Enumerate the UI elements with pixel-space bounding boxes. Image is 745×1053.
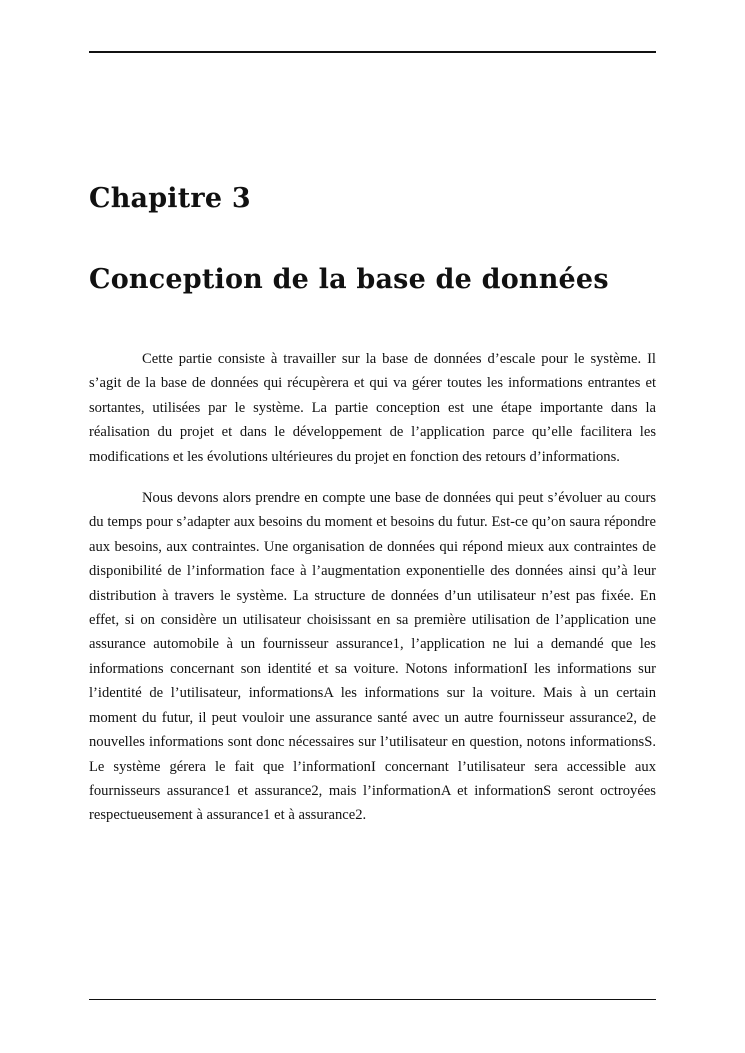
chapter-body <box>89 347 656 828</box>
header-rule <box>89 51 656 53</box>
footer-rule <box>89 999 656 1000</box>
paragraph-data-structure: Nous devons alors prendre en compte une base de données qui peut s’évoluer au cours du temps pour s’adapter aux besoins du moment et besoins du futur. Est-ce qu’on saura répondre aux besoins, aux contraintes. Une organisation de données qui répond mieux aux contraintes de disponibilité de l’information face à l’augmentation exponentielle des données ainsi qu’à leur distribution à travers le système. La structure de données d’un utilisateur n’est pas fixée. En effet, si on considère un utilisateur choisissant en sa première utilisation de l’application une assurance automobile à un fournisseur assurance1, l’application ne lui a demandé que les informations concernant son identité et sa voiture. Notons informationI les informations sur l’identité de l’utilisateur, informationsA les informations sur la voiture. Mais à un certain moment du futur, il peut vouloir une assurance santé avec un autre fournisseur assurance2, de nouvelles informations sont donc nécessaires sur l’utilisateur en question, notons informationsS. Le système gérera le fait que l’informationI concernant l’utilisateur sera accessible aux fournisseurs assurance1 et assurance2, mais l’informationA et informationS seront octroyées respectueusement à assurance1 et à assurance2. <box>89 490 656 824</box>
paragraph-intro: Cette partie consiste à travailler sur la base de données d’escale pour le système. Il s’agit de la base de données qui récupèrera et qui va gérer toutes les informations entrantes et sortantes, utilisées par le système. La partie conception est une étape importante dans la réalisation du projet et dans le développement de l’application parce qu’elle facilitera les modifications et les évolutions ultérieures du projet en fonction des retours d’informations. <box>89 351 656 465</box>
chapter-number: Chapitre 3 <box>89 183 251 214</box>
chapter-title: Conception de la base de données <box>89 264 609 295</box>
